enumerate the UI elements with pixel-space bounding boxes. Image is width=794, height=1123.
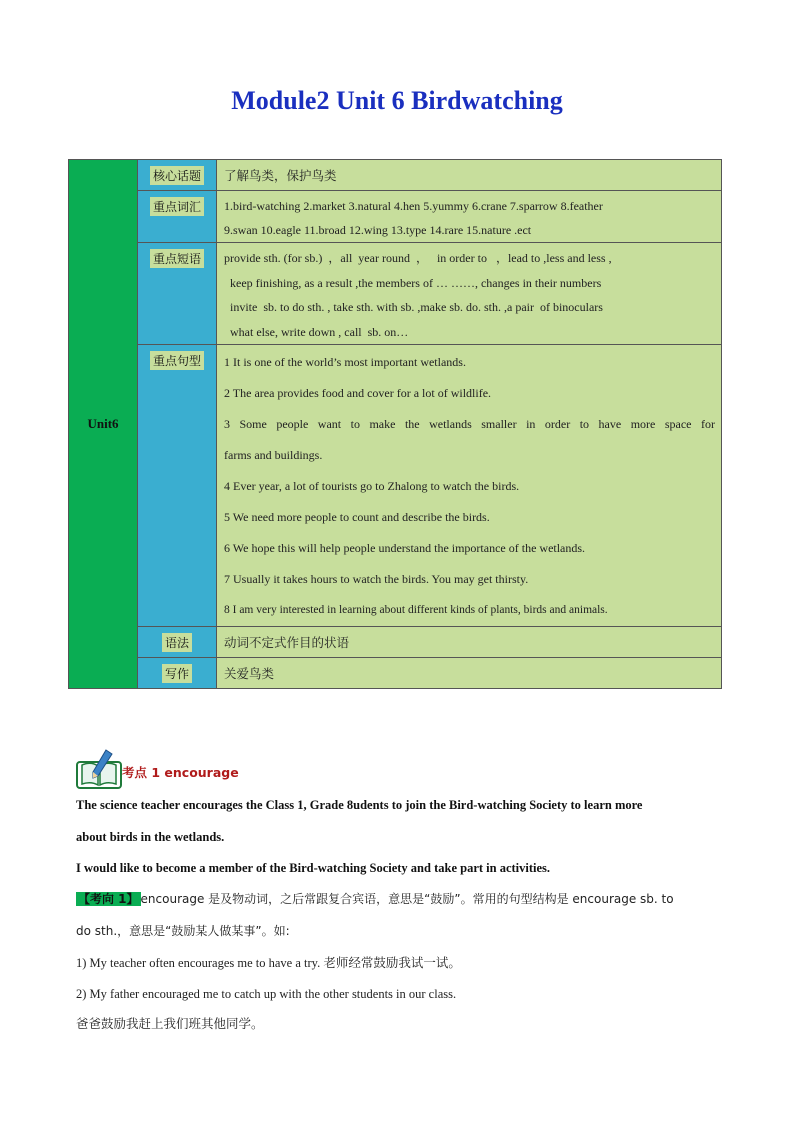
summary-table	[68, 159, 722, 689]
row-label-cell	[138, 243, 217, 345]
row-label: 重点短语	[150, 249, 204, 268]
content-line: 1 It is one of the world’s most important wetlands.	[224, 355, 466, 369]
content-line: 7 Usually it takes hours to watch the birds. You may get thirsty.	[224, 572, 529, 586]
page-title: Module2 Unit 6 Birdwatching	[231, 86, 563, 115]
content-line: 动词不定式作目的状语	[224, 635, 350, 650]
unit-cell: Unit6	[69, 160, 138, 689]
row-content	[217, 627, 722, 658]
row-label: 核心话题	[150, 166, 204, 185]
content-line: 3 Some people want to make the wetlands smaller in order to have more space for	[224, 417, 715, 431]
kaoxiang-tag: 【考向 1】	[78, 892, 139, 906]
content-line: provide sth. (for sb.) ，all year round ， in order to ，lead to ,less and less ,	[224, 251, 612, 265]
book-pencil-icon	[76, 748, 122, 790]
row-label-cell	[138, 160, 217, 191]
example-sentence: 1) My teacher often encourages me to have a try. 老师经常鼓励我试一试。	[76, 956, 461, 970]
table-row	[69, 345, 722, 627]
row-label: 重点句型	[150, 351, 204, 370]
example-translation: 爸爸鼓励我赶上我们班其他同学。	[76, 1016, 264, 1031]
content-line: keep finishing, as a result ,the members of … ……, changes in their numbers	[224, 275, 602, 290]
explanation-text: encourage 是及物动词，之后常跟复合宾语，意思是“鼓励”。常用的句型结构是 encourage sb. to	[140, 892, 674, 906]
kaodian-heading	[76, 748, 376, 790]
content-line: 5 We need more people to count and describe the birds.	[224, 510, 490, 524]
row-content	[217, 658, 722, 689]
row-label-cell	[138, 191, 217, 243]
kaodian-title: 考点 1 encourage	[122, 765, 239, 780]
row-content	[217, 345, 722, 627]
content-line: 9.swan 10.eagle 11.broad 12.wing 13.type 14.rare 15.nature .ect	[224, 223, 532, 237]
example-line: The science teacher encourages the Class 1, Grade 8udents to join the Bird-watching Society to learn more	[76, 798, 643, 812]
table-row	[69, 160, 722, 191]
content-line: 2 The area provides food and cover for a lot of wildlife.	[224, 386, 492, 400]
content-line: 关爱鸟类	[224, 666, 275, 681]
row-label-cell	[138, 658, 217, 689]
content-line: what else, write down , call sb. on…	[224, 324, 409, 339]
row-label: 重点词汇	[150, 197, 204, 216]
content-line: 4 Ever year, a lot of tourists go to Zhalong to watch the birds.	[224, 479, 520, 493]
explanation-line: do sth.，意思是“鼓励某人做某事”。如:	[76, 924, 290, 938]
row-label: 语法	[162, 633, 192, 652]
content-line: farms and buildings.	[224, 448, 323, 462]
row-content	[217, 160, 722, 191]
example-sentence: 2) My father encouraged me to catch up with the other students in our class.	[76, 987, 457, 1001]
content-line: 6 We hope this will help people understand the importance of the wetlands.	[224, 541, 586, 555]
row-label: 写作	[162, 664, 192, 683]
content-line: invite sb. to do sth. , take sth. with sb. ,make sb. do. sth. ,a pair of binoculars	[224, 300, 603, 314]
table-row	[69, 658, 722, 689]
content-line: 8 I am very interested in learning about different kinds of plants, birds and animals.	[224, 604, 608, 616]
explanation-line	[76, 891, 722, 907]
example-line: about birds in the wetlands.	[76, 830, 225, 844]
example-line: I would like to become a member of the Bird-watching Society and take part in activities.	[76, 861, 551, 875]
table-row	[69, 191, 722, 243]
content-line: 1.bird-watching 2.market 3.natural 4.hen 5.yummy 6.crane 7.sparrow 8.feather	[224, 199, 603, 213]
row-content	[217, 243, 722, 345]
table-row	[69, 243, 722, 345]
row-content	[217, 191, 722, 243]
content-line: 了解鸟类，保护鸟类	[224, 168, 337, 183]
row-label-cell	[138, 627, 217, 658]
table-row	[69, 627, 722, 658]
row-label-cell	[138, 345, 217, 627]
